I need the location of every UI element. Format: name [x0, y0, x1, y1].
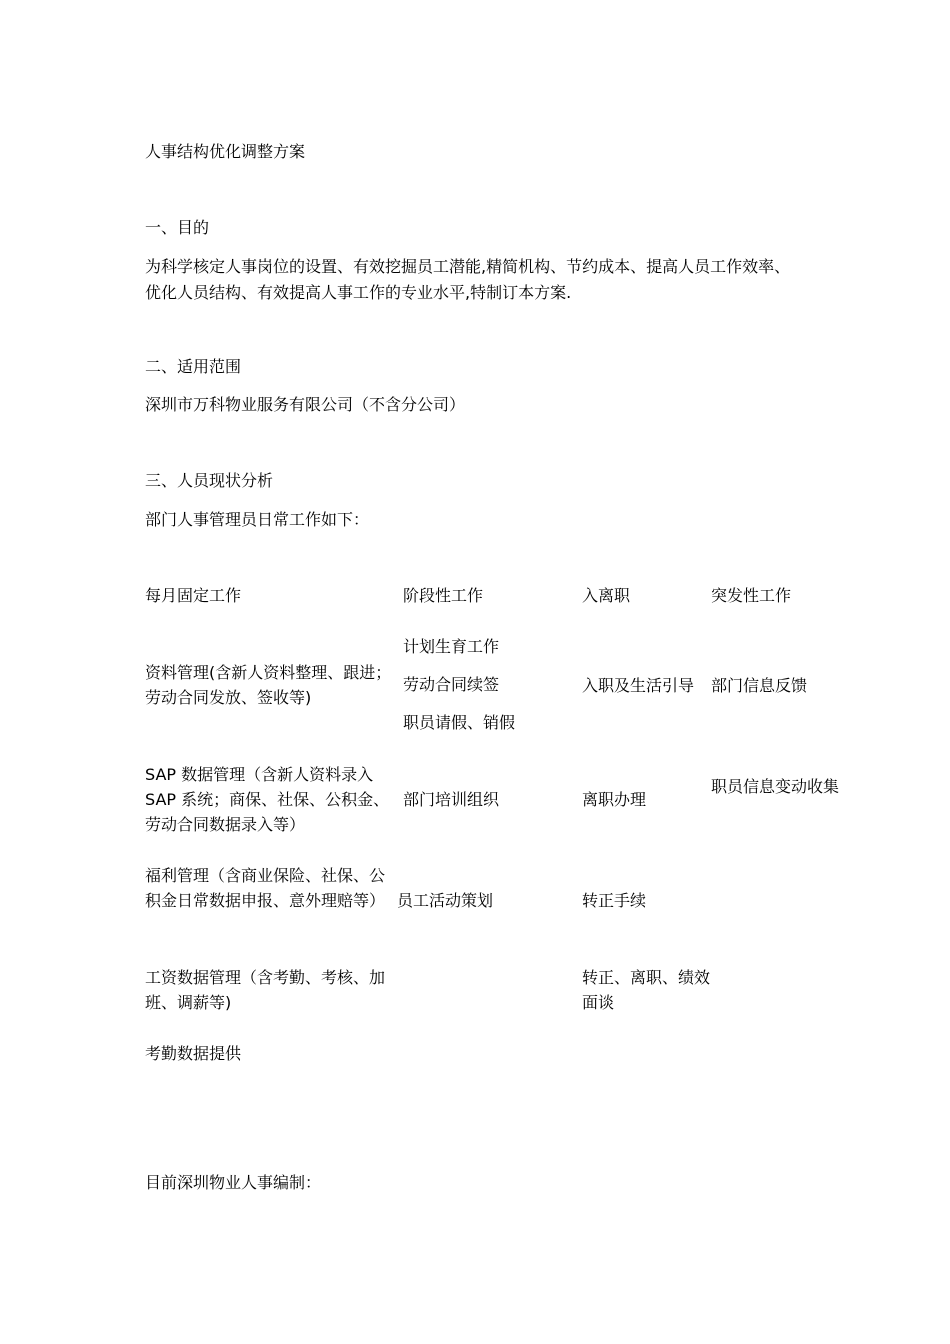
table-cell: 考勤数据提供: [145, 1044, 242, 1063]
table-cell: 劳动合同续签: [403, 675, 500, 694]
table-cell: 入职及生活引导: [582, 676, 695, 695]
section-3-intro: 部门人事管理员日常工作如下：: [145, 510, 370, 529]
table-cell: 员工活动策划: [397, 891, 494, 910]
table-cell: 资料管理(含新人资料整理、跟进；劳动合同发放、签收等): [145, 663, 392, 707]
table-cell: 职员信息变动收集: [711, 777, 840, 796]
table-cell: 转正、离职、绩效面谈: [582, 968, 711, 1012]
table-cell: 职员请假、销假: [403, 713, 516, 732]
table-header-cell: 入离职: [582, 586, 631, 605]
table-cell: 计划生育工作: [403, 637, 500, 656]
table-cell: 离职办理: [582, 790, 647, 809]
section-1-body: 为科学核定人事岗位的设置、有效挖掘员工潜能,精简机构、节约成本、提高人员工作效率、优化人员结构、有效提高人事工作的专业水平,特制订本方案.: [145, 257, 791, 302]
document-title: 人事结构优化调整方案: [145, 142, 306, 161]
section-1-heading: 一、目的: [145, 218, 210, 237]
staffing-line: 目前深圳物业人事编制：: [145, 1173, 322, 1192]
section-3-heading: 三、人员现状分析: [145, 471, 274, 490]
table-cell: 部门培训组织: [403, 790, 500, 809]
table-cell: 福利管理（含商业保险、社保、公积金日常数据申报、意外理赔等）: [145, 866, 386, 910]
table-cell: SAP 数据管理（含新人资料录入 SAP 系统；商保、社保、公积金、劳动合同数据录入等）: [145, 765, 390, 834]
table-cell: 转正手续: [582, 891, 647, 910]
section-2-body: 深圳市万科物业服务有限公司（不含分公司）: [145, 395, 466, 414]
table-header-cell: 每月固定工作: [145, 586, 242, 605]
table-header-cell: 阶段性工作: [403, 586, 484, 605]
table-header-cell: 突发性工作: [711, 586, 792, 605]
section-2-heading: 二、适用范围: [145, 357, 242, 376]
table-cell: 工资数据管理（含考勤、考核、加班、调薪等): [145, 968, 386, 1012]
table-cell: 部门信息反馈: [711, 676, 808, 695]
